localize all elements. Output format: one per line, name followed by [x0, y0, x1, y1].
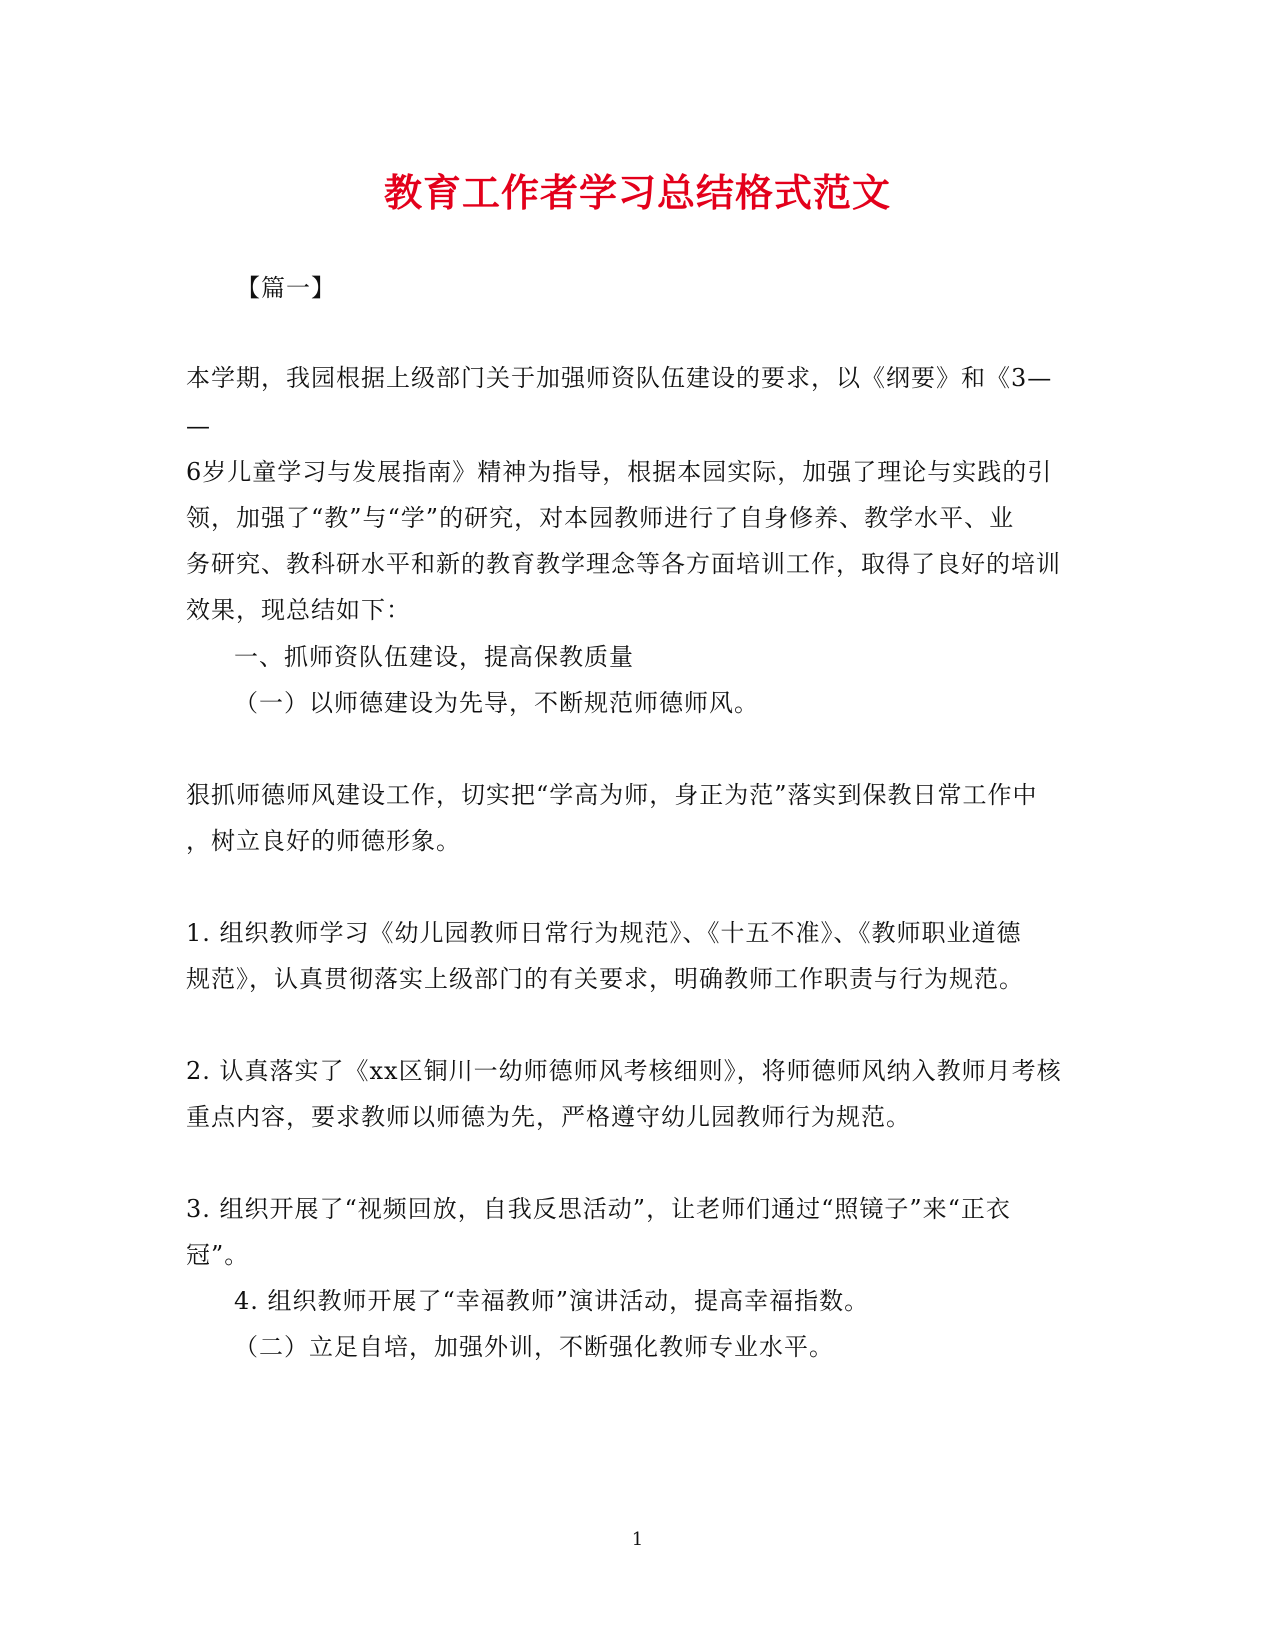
- document-title: 教育工作者学习总结格式范文: [383, 170, 891, 215]
- list-item-line: 重点内容，要求教师以师德为先，严格遵守幼儿园教师行为规范。: [186, 1103, 911, 1131]
- page-number: 1: [631, 1529, 644, 1550]
- list-item-line: 4. 组织教师开展了“幸福教师”演讲活动，提高幸福指数。: [234, 1287, 870, 1315]
- paragraph-line: 狠抓师德师风建设工作，切实把“学高为师，身正为范”落实到保教日常工作中: [186, 781, 1038, 809]
- paragraph-line: —: [186, 412, 211, 440]
- paragraph-line: 6岁儿童学习与发展指南》精神为指导，根据本园实际，加强了理论与实践的引: [186, 458, 1053, 486]
- section-label: 【篇一】: [236, 274, 336, 302]
- list-item-line: 规范》，认真贯彻落实上级部门的有关要求，明确教师工作职责与行为规范。: [186, 965, 1024, 993]
- paragraph-line: 效果，现总结如下：: [186, 596, 411, 624]
- subheading-line: （二）立足自培，加强外训，不断强化教师专业水平。: [234, 1333, 834, 1361]
- paragraph-line: 务研究、教科研水平和新的教育教学理念等各方面培训工作，取得了良好的培训: [186, 550, 1061, 578]
- list-item-line: 2. 认真落实了《xx区铜川一幼师德师风考核细则》，将师德师风纳入教师月考核: [186, 1057, 1062, 1085]
- list-item-line: 3. 组织开展了“视频回放，自我反思活动”，让老师们通过“照镜子”来“正衣: [186, 1195, 1011, 1223]
- paragraph-line: 本学期，我园根据上级部门关于加强师资队伍建设的要求，以《纲要》和《3—: [186, 364, 1053, 392]
- list-item-line: 1. 组织教师学习《幼儿园教师日常行为规范》、《十五不准》、《教师职业道德: [186, 919, 1022, 947]
- subheading-line: （一）以师德建设为先导，不断规范师德师风。: [234, 689, 759, 717]
- list-item-line: 冠”。: [186, 1241, 250, 1269]
- paragraph-line: ，树立良好的师德形象。: [186, 827, 461, 855]
- heading-line: 一、抓师资队伍建设，提高保教质量: [234, 643, 634, 671]
- paragraph-line: 领，加强了“教”与“学”的研究，对本园教师进行了自身修养、教学水平、业: [186, 504, 1015, 532]
